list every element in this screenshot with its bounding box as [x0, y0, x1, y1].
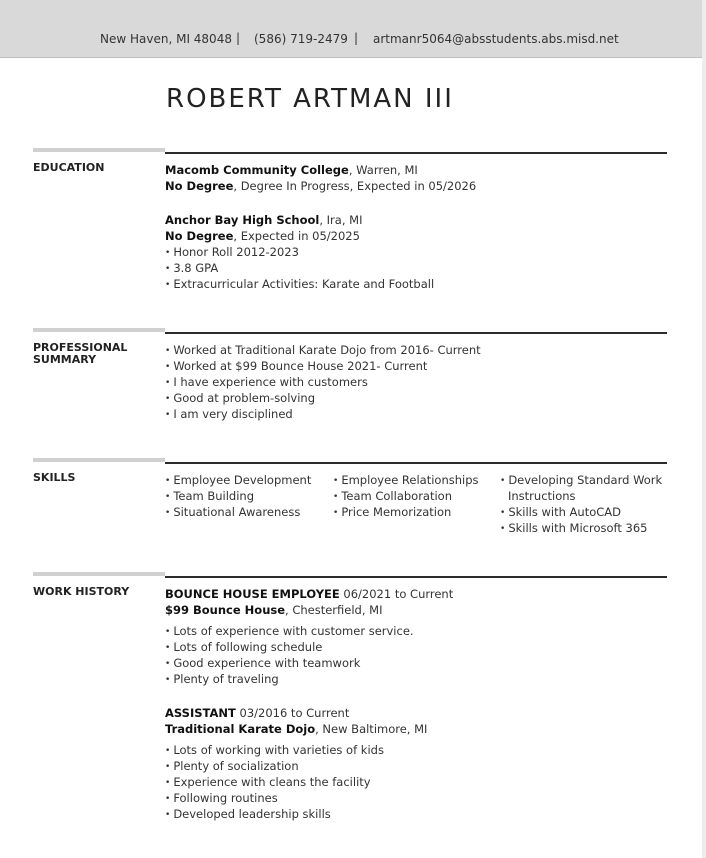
- skill-item: • Team Building: [165, 488, 254, 506]
- education-degree-2: [165, 228, 360, 244]
- section-divider-accent: [33, 148, 165, 152]
- skill-item: • Situational Awareness: [165, 504, 300, 522]
- company-location: , New Baltimore, MI: [315, 722, 428, 736]
- list-item: • Honor Roll 2012-2023: [165, 244, 299, 262]
- skill-item: • Skills with AutoCAD: [500, 504, 621, 522]
- skill-item-continuation: Instructions: [508, 489, 576, 503]
- education-school-2: [165, 212, 362, 228]
- skill-item: • Price Memorization: [333, 504, 451, 522]
- list-item: • Following routines: [165, 790, 278, 808]
- summary-heading-line-1: PROFESSIONAL: [33, 341, 128, 354]
- list-item: • 3.8 GPA: [165, 260, 218, 278]
- list-item: • I have experience with customers: [165, 374, 368, 392]
- work-history-heading: WORK HISTORY: [33, 585, 130, 598]
- email-text: artmanr5064@absstudents.abs.misd.net: [373, 32, 619, 46]
- contact-header: [0, 0, 702, 58]
- education-school-1: [165, 162, 418, 178]
- section-divider-accent: [33, 328, 165, 332]
- list-item: • Plenty of traveling: [165, 671, 279, 689]
- company-name: Traditional Karate Dojo: [165, 722, 316, 736]
- job-title-1: [165, 586, 453, 602]
- viewer-edge: [702, 0, 706, 858]
- list-item: • Extracurricular Activities: Karate and Football: [165, 276, 434, 294]
- education-heading: EDUCATION: [33, 161, 105, 174]
- company-location: , Chesterfield, MI: [285, 603, 383, 617]
- skill-item: • Developing Standard Work: [500, 472, 662, 490]
- education-degree-1: [165, 178, 476, 194]
- school-name: Macomb Community College: [165, 163, 349, 177]
- skills-heading: SKILLS: [33, 471, 76, 484]
- section-divider-accent: [33, 572, 165, 576]
- section-divider-accent: [33, 458, 165, 462]
- school-name: Anchor Bay High School: [165, 213, 320, 227]
- separator: |: [236, 31, 241, 45]
- skill-item: • Skills with Microsoft 365: [500, 520, 648, 538]
- list-item: • Developed leadership skills: [165, 806, 331, 824]
- skill-item: • Team Collaboration: [333, 488, 452, 506]
- address-text: New Haven, MI 48048: [100, 32, 232, 46]
- summary-heading-line-2: SUMMARY: [33, 353, 97, 366]
- skill-item: • Employee Relationships: [333, 472, 479, 490]
- job-dates: 03/2016 to Current: [235, 706, 350, 720]
- job-role: ASSISTANT: [165, 706, 236, 720]
- job-dates: 06/2021 to Current: [339, 587, 454, 601]
- degree-detail: , Expected in 05/2025: [233, 229, 360, 243]
- degree-name: No Degree: [165, 229, 234, 243]
- list-item: • Worked at Traditional Karate Dojo from 2016- Current: [165, 342, 481, 360]
- section-divider: [165, 152, 667, 154]
- list-item: • Good experience with teamwork: [165, 655, 360, 673]
- list-item: • Worked at $99 Bounce House 2021- Current: [165, 358, 427, 376]
- job-role: BOUNCE HOUSE EMPLOYEE: [165, 587, 340, 601]
- separator: |: [354, 31, 359, 45]
- job-company-2: [165, 721, 427, 737]
- skill-item: • Employee Development: [165, 472, 311, 490]
- list-item: • Experience with cleans the facility: [165, 774, 371, 792]
- degree-name: No Degree: [165, 179, 234, 193]
- section-divider: [165, 462, 667, 464]
- list-item: • Lots of following schedule: [165, 639, 322, 657]
- summary-heading: [33, 342, 158, 366]
- list-item: • Lots of working with varieties of kids: [165, 742, 384, 760]
- section-divider: [165, 332, 667, 334]
- section-divider: [165, 576, 667, 578]
- job-title-2: [165, 705, 349, 721]
- list-item: • Good at problem-solving: [165, 390, 315, 408]
- phone-text: (586) 719-2479: [254, 32, 348, 46]
- job-company-1: [165, 602, 382, 618]
- degree-detail: , Degree In Progress, Expected in 05/2026: [233, 179, 477, 193]
- school-location: , Ira, MI: [319, 213, 363, 227]
- list-item: • Plenty of socialization: [165, 758, 299, 776]
- company-name: $99 Bounce House: [165, 603, 286, 617]
- list-item: • I am very disciplined: [165, 406, 293, 424]
- list-item: • Lots of experience with customer service.: [165, 623, 414, 641]
- school-location: , Warren, MI: [348, 163, 418, 177]
- candidate-name: ROBERT ARTMAN III: [166, 84, 454, 114]
